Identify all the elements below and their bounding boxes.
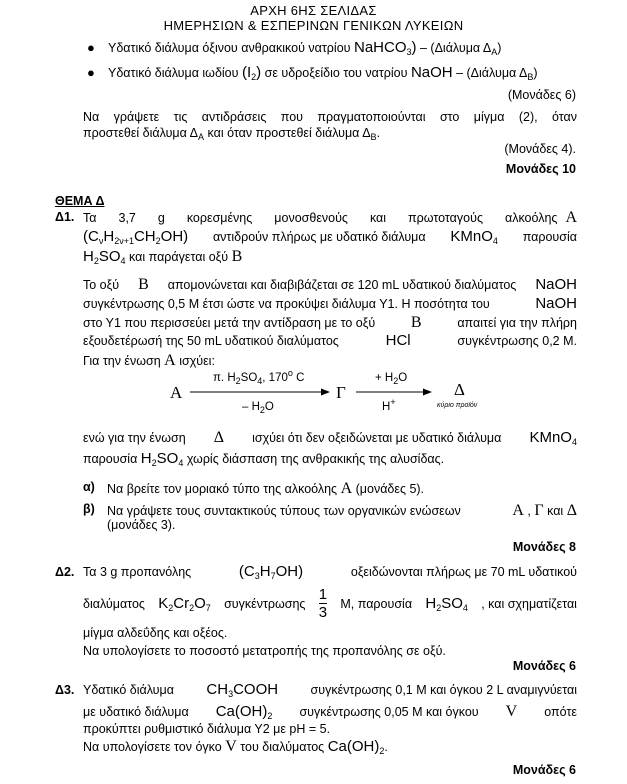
d2-line3: μίγμα αλδεΰδης και οξέος. <box>83 626 228 640</box>
fraction-one-third: $\frac{1}{3}$ <box>318 586 328 621</box>
d1-p2-line2: συγκέντρωσης 0,5 Μ έτσι ώστε να προκύψει διάλυμα Υ1. Η ποσότητα του NaOH <box>83 295 577 312</box>
bullet-1-text: Υδατικό διάλυμα όξινου ανθρακικού νατρίου <box>108 41 351 55</box>
formula-nahco3: NaHCO <box>353 39 407 56</box>
main-product-note: κύριο προϊόν <box>437 402 478 409</box>
d1-compound-line: Για την ένωση Α ισχύει: <box>83 352 215 369</box>
scheme-compound-a: Α <box>170 383 183 402</box>
question-a-text: Να βρείτε τον μοριακό τύπο της αλκοόλης Α (μονάδες 5). <box>107 480 425 497</box>
para1-line2: προστεθεί διάλυμα $\Delta_A$ και όταν προστεθεί διάλυμα $\Delta_B$. <box>83 126 381 142</box>
arrow-right-icon <box>356 387 432 397</box>
scheme-compound-g: Γ <box>336 383 346 402</box>
d2-label: Δ2. <box>55 565 75 579</box>
marks-6-d3: Μονάδες 6 <box>512 763 576 777</box>
question-b-label: β) <box>83 502 95 516</box>
d1-p3-line2: παρουσία $H_2SO_4$ χωρίς διάσπαση της ανθρακικής της αλυσίδας. <box>83 450 445 468</box>
arrow2-top-label: + $H_2O$ <box>375 372 408 386</box>
question-b-text: Να γράψετε τους συντακτικούς τύπους των οργανικών ενώσεων Α , Γ και Δ <box>107 502 577 519</box>
d3-line3: προκύπτει ρυθμιστικό διάλυμα Υ2 με pH = 5. <box>83 722 331 736</box>
d1-line2: $(C_\nu H_{2\nu+1}CH_2OH)$ αντιδρούν πλήρως με υδατικό διάλυμα KMnO$_4$ παρουσία <box>83 228 577 246</box>
bullet-icon: ● <box>87 65 95 80</box>
bullet-icon: ● <box>87 40 95 55</box>
d1-line1: Τα 3,7 g κορεσμένης μονοσθενούς και πρωτοταγούς αλκοόλης Α <box>83 209 577 226</box>
marks-8: Μονάδες 8 <box>512 540 576 554</box>
d3-line4: Να υπολογίσετε τον όγκο V του διαλύματος $Ca(OH)_2$. <box>83 738 388 756</box>
arrow-right-icon <box>190 387 330 397</box>
question-a-label: α) <box>83 480 95 494</box>
d2-line4: Να υπολογίσετε το ποσοστό μετατροπής της προπανόλης σε οξύ. <box>83 644 446 658</box>
d1-p3-line1: ενώ για την ένωση Δ ισχύει ότι δεν οξειδώνεται με υδατικό διάλυμα KMnO$_4$ <box>83 429 577 447</box>
theme-title: ΘΕΜΑ Δ <box>55 194 105 208</box>
marks-6-d2: Μονάδες 6 <box>512 659 576 673</box>
page-header-line1: ΑΡΧΗ 6ΗΣ ΣΕΛΙΔΑΣ <box>250 3 377 18</box>
d1-p2-line4: εξουδετέρωσή της 50 mL υδατικού διαλύματος HCl συγκέντρωσης 0,2 Μ. <box>83 332 577 349</box>
d1-label: Δ1. <box>55 210 75 224</box>
page-header-line2: ΗΜΕΡΗΣΙΩΝ & ΕΣΠΕΡΙΝΩΝ ΓΕΝΙΚΩΝ ΛΥΚΕΙΩΝ <box>163 18 464 33</box>
d3-label: Δ3. <box>55 683 75 697</box>
d2-line2: διαλύματος $K_2Cr_2O_7$ συγκέντρωσης $\frac{1}{3}$ Μ, παρουσία $H_2SO_4$ , και σχηματίζεται <box>83 586 577 621</box>
marks-10: Μονάδες 10 <box>505 162 576 176</box>
reaction-scheme <box>0 365 627 425</box>
d2-line1: Τα 3 g προπανόλης $(C_3H_7OH)$ οξειδώνονται πλήρως με 70 mL υδατικού <box>83 563 577 581</box>
bullet-item-2: Υδατικό διάλυμα ιωδίου $(I_2)$ σε υδροξείδιο του νατρίου NaOH – (Διάλυμα $\Delta_B$) <box>108 64 538 82</box>
d3-line1: Υδατικό διάλυμα $CH_3COOH$ συγκέντρωσης 0,1 Μ και όγκου 2 L αναμιγνύεται <box>83 681 577 699</box>
arrow1-bottom-label: – $H_2O$ <box>242 401 274 415</box>
bullet-item-1: Υδατικό διάλυμα όξινου ανθρακικού νατρίου NaHCO$_3$) – (Διάλυμα $\Delta_A$) <box>108 39 502 57</box>
marks-4: (Μονάδες 4). <box>504 142 576 156</box>
d1-p2-line3: στο Υ1 που περισσεύει μετά την αντίδραση με το οξύ Β απαιτεί για την πλήρη <box>83 314 577 331</box>
arrow2-bottom-label: H+ <box>382 397 396 413</box>
d1-p2-line1: Το οξύ Β απομονώνεται και διαβιβάζεται σε 120 mL υδατικού διαλύματος NaOH <box>83 276 577 293</box>
arrow1-top-label: π. $H_2SO_4$, 170$^o$ C <box>213 368 305 386</box>
d1-line3: $H_2SO_4$ και παράγεται οξύ Β <box>83 248 243 266</box>
marks-6: (Μονάδες 6) <box>507 88 576 102</box>
d3-line2: με υδατικό διάλυμα $Ca(OH)_2$ συγκέντρωσης 0,05 Μ και όγκου V οπότε <box>83 703 577 721</box>
para1-line1: Να γράψετε τις αντιδράσεις που πραγματοποιούνται στο μίγμα (2), όταν <box>83 110 577 124</box>
scheme-compound-d: Δ <box>454 380 465 399</box>
question-b-marks: (μονάδες 3). <box>107 518 176 532</box>
